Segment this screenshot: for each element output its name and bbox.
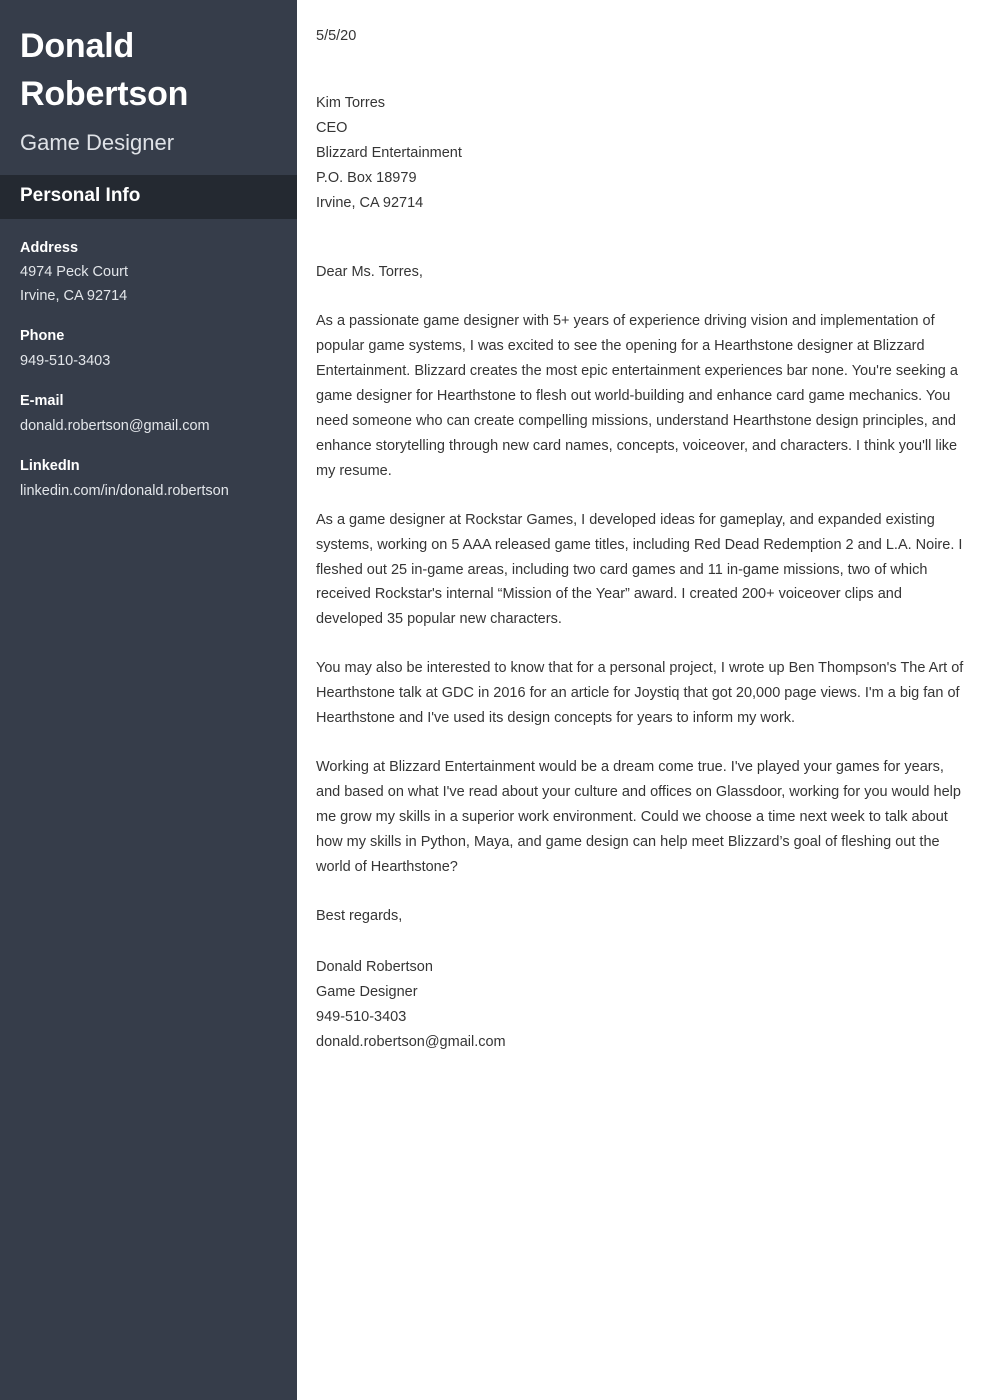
signoff: Best regards,	[316, 907, 403, 924]
recipient-address-block	[316, 91, 968, 216]
section-title: Personal Info	[20, 185, 141, 207]
personal-info-section-header	[0, 175, 297, 219]
recipient-name: Kim Torres	[316, 95, 386, 112]
sidebar	[0, 0, 297, 1400]
personal-info-list	[0, 219, 297, 503]
body-paragraph: As a game designer at Rockstar Games, I developed ideas for gameplay, and expanded existing systems, working on 5 AAA released game titles, including Red Dead Redemption 2 and L.A. Noire. I fleshed out 25 in-game areas, including two card games and 11 in-game missions, two of which received Rockstar's internal “Mission of the Year” award. I created 200+ voiceover clips and developed 35 popular new characters.	[316, 511, 963, 628]
recipient-city-state-zip: Irvine, CA 92714	[316, 195, 424, 212]
signature-name: Donald Robertson	[316, 958, 433, 975]
signature-email[interactable]: donald.robertson@gmail.com	[316, 1033, 506, 1050]
info-block-phone	[20, 325, 277, 373]
info-block-address	[20, 237, 277, 308]
info-block-email	[20, 390, 277, 438]
info-label: E-mail	[20, 393, 64, 410]
info-value-linkedin[interactable]: linkedin.com/in/donald.robertson	[20, 482, 229, 499]
info-value: Irvine, CA 92714	[20, 287, 128, 304]
signature-phone[interactable]: 949-510-3403	[316, 1008, 407, 1025]
info-value-email[interactable]: donald.robertson@gmail.com	[20, 417, 210, 434]
signature-job-title: Game Designer	[316, 983, 418, 1000]
page-title: Donald Robertson	[20, 27, 189, 114]
info-block-linkedin	[20, 455, 277, 503]
info-value: 4974 Peck Court	[20, 264, 129, 281]
job-title: Game Designer	[20, 129, 175, 155]
info-label: LinkedIn	[20, 458, 80, 475]
info-value-phone[interactable]: 949-510-3403	[20, 352, 111, 369]
info-label: Phone	[20, 328, 65, 345]
letter-body	[297, 0, 990, 1400]
info-label: Address	[20, 239, 79, 256]
sidebar-header	[0, 0, 297, 175]
body-paragraph: As a passionate game designer with 5+ years of experience driving vision and implementation of popular game systems, I was excited to see the opening for a Hearthstone designer at Blizzard Entertainment. Blizzard creates the most epic entertainment experiences bar none. You're seeking a game designer for Hearthstone to flesh out world-building and enhance card game mechanics. You need someone who can create compelling missions, understand Hearthstone design principles, and enhance storytelling through new card names, concepts, voiceover, and characters. I think you'll like my resume.	[316, 313, 958, 479]
recipient-title: CEO	[316, 120, 348, 137]
recipient-company: Blizzard Entertainment	[316, 145, 462, 162]
body-paragraph: You may also be interested to know that for a personal project, I wrote up Ben Thompson's The Art of Hearthstone talk at GDC in 2016 for an article for Joystiq that got 20,000 page views. I'm a big fan of Hearthstone and I've used its design concepts for years to inform my work.	[316, 660, 964, 727]
signature-block	[316, 955, 968, 1055]
body-paragraph: Working at Blizzard Entertainment would be a dream come true. I've played your games for years, and based on what I've read about your culture and offices on Glassdoor, working for you would help me grow my skills in a superior work environment. Could we choose a time next week to talk about how my skills in Python, Maya, and game design can help meet Blizzard’s goal of fleshing out the world of Hearthstone?	[316, 759, 961, 875]
salutation: Dear Ms. Torres,	[316, 264, 423, 281]
letter-date: 5/5/20	[316, 28, 357, 44]
recipient-street: P.O. Box 18979	[316, 170, 417, 187]
